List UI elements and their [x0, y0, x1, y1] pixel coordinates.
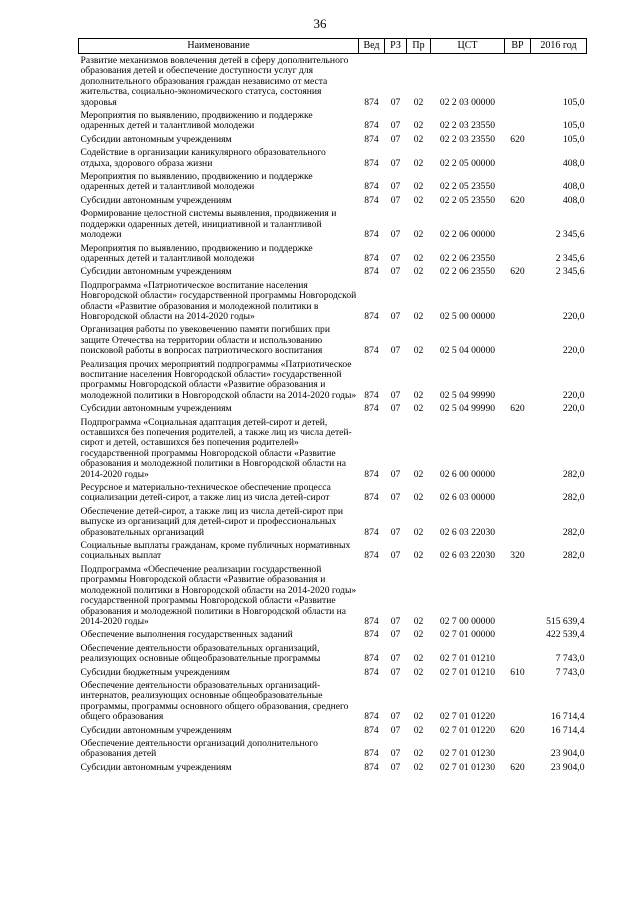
cell-ved: 874	[364, 761, 379, 773]
cell-rz: 07	[390, 711, 401, 723]
cell-cst: 02 7 01 01210	[439, 653, 496, 665]
cell-amount: 105,0	[562, 120, 585, 132]
cell-cst: 02 7 01 01220	[439, 724, 496, 736]
cell-vr	[505, 207, 531, 241]
cell-cst: 02 7 01 00000	[439, 629, 496, 641]
cell-ved: 874	[364, 389, 379, 401]
cell-amount: 220,0	[562, 310, 585, 322]
cell-rz: 07	[390, 266, 401, 278]
cell-vr	[505, 170, 531, 194]
table-row	[79, 666, 587, 679]
cell-ved: 874	[364, 345, 379, 357]
cell-amount: 422 539,4	[546, 629, 585, 641]
cell-rz: 07	[390, 526, 401, 538]
cell-ved: 874	[364, 468, 379, 480]
cell-rz: 07	[390, 389, 401, 401]
cell-ved: 874	[364, 629, 379, 641]
cell-ved: 874	[364, 252, 379, 264]
table-row	[79, 505, 587, 539]
cell-pr: 02	[413, 711, 424, 723]
table-row	[79, 54, 587, 110]
header-year: 2016 год	[531, 39, 587, 54]
cell-pr: 02	[413, 96, 424, 108]
cell-name: Субсидии автономным учреждениям	[80, 403, 232, 415]
table-row	[79, 146, 587, 170]
cell-name: Организация работы по увековечению памяти погибших при защите Отечества на территории области и использованию поисковой работы в вопросах патриотического воспитания	[80, 324, 330, 357]
cell-ved: 874	[364, 157, 379, 169]
table-row	[79, 761, 587, 774]
cell-ved: 874	[364, 310, 379, 322]
cell-pr: 02	[413, 229, 424, 241]
cell-vr	[505, 279, 531, 324]
cell-name: Субсидии автономным учреждениям	[80, 724, 232, 736]
cell-cst: 02 2 06 23550	[439, 252, 496, 264]
cell-cst: 02 7 01 01210	[439, 666, 496, 678]
cell-rz: 07	[390, 120, 401, 132]
header-vr: ВР	[505, 39, 531, 54]
cell-name: Развитие механизмов вовлечения детей в сферу дополнительного образования детей и обеспечение доступности услуг для дополнительного образования граждан независимо от места жительства, социально-экономического статуса, состояния здоровья	[80, 55, 349, 108]
cell-amount: 408,0	[562, 157, 585, 169]
cell-pr: 02	[413, 181, 424, 193]
cell-rz: 07	[390, 252, 401, 264]
header-ved: Вед	[359, 39, 385, 54]
cell-ved: 874	[364, 653, 379, 665]
cell-ved: 874	[364, 194, 379, 206]
table-header-row	[79, 39, 587, 54]
cell-vr	[505, 146, 531, 170]
table-row	[79, 737, 587, 761]
cell-ved: 874	[364, 666, 379, 678]
cell-amount: 282,0	[562, 526, 585, 538]
cell-cst: 02 2 03 00000	[439, 96, 496, 108]
cell-name: Мероприятия по выявлению, продвижению и поддержке одаренных детей и талантливой молодежи	[80, 242, 313, 264]
cell-name: Субсидии бюджетным учреждениям	[80, 666, 230, 678]
cell-vr: 620	[510, 133, 525, 145]
cell-amount: 2 345,6	[555, 266, 585, 278]
cell-pr: 02	[413, 666, 424, 678]
cell-name: Ресурсное и материально-техническое обеспечение процесса социализации детей-сирот, а также лиц из числа детей-сирот	[80, 482, 331, 504]
cell-vr	[505, 109, 531, 133]
cell-vr	[505, 505, 531, 539]
cell-cst: 02 2 05 23550	[439, 194, 496, 206]
cell-rz: 07	[390, 157, 401, 169]
cell-vr: 320	[510, 550, 525, 562]
cell-vr	[505, 323, 531, 357]
cell-ved: 874	[364, 96, 379, 108]
cell-pr: 02	[413, 403, 424, 415]
cell-name: Социальные выплаты гражданам, кроме публичных нормативных социальных выплат	[80, 540, 351, 562]
cell-cst: 02 2 05 00000	[439, 157, 496, 169]
table-row	[79, 170, 587, 194]
cell-cst: 02 7 01 01220	[439, 711, 496, 723]
cell-amount: 2 345,6	[555, 229, 585, 241]
cell-pr: 02	[413, 492, 424, 504]
cell-ved: 874	[364, 120, 379, 132]
cell-amount: 220,0	[562, 389, 585, 401]
table-row	[79, 323, 587, 357]
table-row	[79, 358, 587, 403]
cell-rz: 07	[390, 345, 401, 357]
cell-name: Обеспечение деятельности организаций дополнительного образования детей	[80, 737, 318, 760]
cell-vr	[505, 416, 531, 481]
cell-rz: 07	[390, 194, 401, 206]
cell-cst: 02 2 06 23550	[439, 266, 496, 278]
table-body	[79, 54, 587, 775]
cell-name: Субсидии автономным учреждениям	[80, 266, 232, 278]
cell-rz: 07	[390, 666, 401, 678]
page-number: 36	[313, 16, 327, 31]
cell-ved: 874	[364, 403, 379, 415]
cell-rz: 07	[390, 492, 401, 504]
cell-cst: 02 6 03 22030	[439, 550, 496, 562]
cell-rz: 07	[390, 229, 401, 241]
cell-vr	[505, 737, 531, 761]
cell-pr: 02	[413, 389, 424, 401]
cell-name: Обеспечение деятельности образовательных организаций-интернатов, реализующих основные общеобразовательные программы, программы основного общего образования, среднего общего образования	[80, 679, 349, 723]
cell-rz: 07	[390, 310, 401, 322]
cell-cst: 02 7 00 00000	[439, 615, 496, 627]
cell-name: Субсидии автономным учреждениям	[80, 194, 232, 206]
cell-amount: 282,0	[562, 468, 585, 480]
cell-ved: 874	[364, 266, 379, 278]
cell-vr	[505, 679, 531, 724]
cell-cst: 02 5 00 00000	[439, 310, 496, 322]
cell-pr: 02	[413, 194, 424, 206]
cell-name: Реализация прочих мероприятий подпрограммы «Патриотическое воспитание населения Новгородской области» государственной программы Новгородской области «Развитие образования и молодежной политики в Новгородской области на 2014-2020 годы»	[80, 358, 357, 401]
cell-vr: 620	[510, 403, 525, 415]
cell-rz: 07	[390, 748, 401, 760]
table-row	[79, 194, 587, 207]
table-row	[79, 109, 587, 133]
cell-pr: 02	[413, 157, 424, 169]
cell-amount: 105,0	[562, 96, 585, 108]
table-row	[79, 402, 587, 415]
cell-amount: 408,0	[562, 194, 585, 206]
cell-cst: 02 7 01 01230	[439, 761, 496, 773]
cell-cst: 02 6 03 00000	[439, 492, 496, 504]
cell-vr: 620	[510, 266, 525, 278]
cell-amount: 7 743,0	[555, 666, 585, 678]
cell-name: Мероприятия по выявлению, продвижению и поддержке одаренных детей и талантливой молодежи	[80, 171, 313, 193]
cell-ved: 874	[364, 133, 379, 145]
cell-name: Содействие в организации каникулярного образовательного отдыха, здорового образа жизни	[80, 147, 326, 169]
cell-pr: 02	[413, 468, 424, 480]
cell-rz: 07	[390, 653, 401, 665]
cell-ved: 874	[364, 615, 379, 627]
cell-name: Мероприятия по выявлению, продвижению и поддержке одаренных детей и талантливой молодежи	[80, 110, 313, 132]
cell-name: Формирование целостной системы выявления, продвижения и поддержки одаренных детей, инициативной и талантливой молодежи	[80, 208, 337, 241]
cell-amount: 515 639,4	[546, 615, 585, 627]
cell-vr	[505, 628, 531, 641]
table-row	[79, 679, 587, 724]
header-name: Наименование	[79, 39, 359, 54]
cell-pr: 02	[413, 252, 424, 264]
cell-ved: 874	[364, 550, 379, 562]
cell-rz: 07	[390, 615, 401, 627]
cell-amount: 220,0	[562, 345, 585, 357]
cell-ved: 874	[364, 711, 379, 723]
cell-pr: 02	[413, 724, 424, 736]
table-row	[79, 242, 587, 266]
cell-vr	[505, 563, 531, 628]
cell-vr: 620	[510, 761, 525, 773]
table-row	[79, 265, 587, 278]
cell-name: Субсидии автономным учреждениям	[80, 761, 232, 773]
cell-pr: 02	[413, 761, 424, 773]
cell-vr: 610	[510, 666, 525, 678]
cell-vr	[505, 54, 531, 110]
cell-pr: 02	[413, 133, 424, 145]
cell-name: Обеспечение детей-сирот, а также лиц из числа детей-сирот при выпуске из организаций для детей-сирот и профессиональных образовательных организаций	[80, 505, 344, 538]
header-pr: Пр	[407, 39, 431, 54]
cell-name: Подпрограмма «Патриотическое воспитание населения Новгородской области» государственной программы Новгородской области «Развитие образования и молодежной политики в Новгородской области на 2014-2020 годы»	[80, 279, 357, 322]
cell-pr: 02	[413, 629, 424, 641]
cell-rz: 07	[390, 724, 401, 736]
cell-cst: 02 2 05 23550	[439, 181, 496, 193]
cell-rz: 07	[390, 550, 401, 562]
table-row	[79, 539, 587, 563]
cell-ved: 874	[364, 229, 379, 241]
cell-name: Подпрограмма «Социальная адаптация детей-сирот и детей, оставшихся без попечения родителей, а также лиц из числа детей-сирот и детей, оставшихся без попечения родителей» государственной программы Новгородской области «Развитие образования и молодежной политики в Новгородской области на 2014-2020 годы»	[80, 416, 352, 480]
cell-rz: 07	[390, 629, 401, 641]
cell-vr	[505, 481, 531, 505]
cell-amount: 220,0	[562, 403, 585, 415]
cell-amount: 16 714,4	[550, 724, 585, 736]
cell-amount: 282,0	[562, 492, 585, 504]
table-row	[79, 279, 587, 324]
cell-amount: 16 714,4	[550, 711, 585, 723]
cell-amount: 105,0	[562, 133, 585, 145]
cell-amount: 7 743,0	[555, 653, 585, 665]
budget-table	[78, 38, 587, 774]
cell-cst: 02 5 04 00000	[439, 345, 496, 357]
cell-rz: 07	[390, 96, 401, 108]
cell-pr: 02	[413, 550, 424, 562]
cell-pr: 02	[413, 120, 424, 132]
cell-vr: 620	[510, 194, 525, 206]
cell-ved: 874	[364, 526, 379, 538]
cell-pr: 02	[413, 748, 424, 760]
cell-pr: 02	[413, 615, 424, 627]
table-row	[79, 481, 587, 505]
table-row	[79, 207, 587, 241]
cell-vr	[505, 358, 531, 403]
cell-cst: 02 2 03 23550	[439, 120, 496, 132]
cell-name: Субсидии автономным учреждениям	[80, 133, 232, 145]
cell-cst: 02 6 03 22030	[439, 526, 496, 538]
cell-rz: 07	[390, 403, 401, 415]
cell-rz: 07	[390, 468, 401, 480]
cell-rz: 07	[390, 133, 401, 145]
table-row	[79, 563, 587, 628]
cell-cst: 02 2 06 00000	[439, 229, 496, 241]
cell-amount: 2 345,6	[555, 252, 585, 264]
cell-pr: 02	[413, 345, 424, 357]
cell-ved: 874	[364, 181, 379, 193]
cell-pr: 02	[413, 653, 424, 665]
cell-amount: 23 904,0	[550, 761, 585, 773]
cell-vr: 620	[510, 724, 525, 736]
cell-pr: 02	[413, 266, 424, 278]
cell-pr: 02	[413, 526, 424, 538]
cell-amount: 23 904,0	[550, 748, 585, 760]
cell-ved: 874	[364, 492, 379, 504]
cell-cst: 02 6 00 00000	[439, 468, 496, 480]
cell-name: Подпрограмма «Обеспечение реализации государственной программы Новгородской области «Развитие образования и молодежной политики в Новгородской области на 2014-2020 годы» государственной программы Новгородской области «Развитие образования и молодежной политики в Новгородской области на 2014-2020 годы»	[80, 563, 357, 627]
cell-amount: 408,0	[562, 181, 585, 193]
cell-ved: 874	[364, 724, 379, 736]
cell-pr: 02	[413, 310, 424, 322]
table-row	[79, 628, 587, 641]
cell-rz: 07	[390, 761, 401, 773]
table-row	[79, 724, 587, 737]
cell-cst: 02 5 04 99990	[439, 389, 496, 401]
header-cst: ЦСТ	[431, 39, 505, 54]
cell-name: Обеспечение выполнения государственных заданий	[80, 629, 293, 641]
cell-amount: 282,0	[562, 550, 585, 562]
cell-ved: 874	[364, 748, 379, 760]
cell-cst: 02 7 01 01230	[439, 748, 496, 760]
header-rz: РЗ	[385, 39, 407, 54]
table-row	[79, 416, 587, 481]
cell-vr	[505, 642, 531, 666]
cell-cst: 02 2 03 23550	[439, 133, 496, 145]
cell-rz: 07	[390, 181, 401, 193]
cell-vr	[505, 242, 531, 266]
table-row	[79, 642, 587, 666]
cell-cst: 02 5 04 99990	[439, 403, 496, 415]
cell-name: Обеспечение деятельности образовательных организаций, реализующих основные общеобразовательные программы	[80, 642, 321, 665]
table-row	[79, 133, 587, 146]
